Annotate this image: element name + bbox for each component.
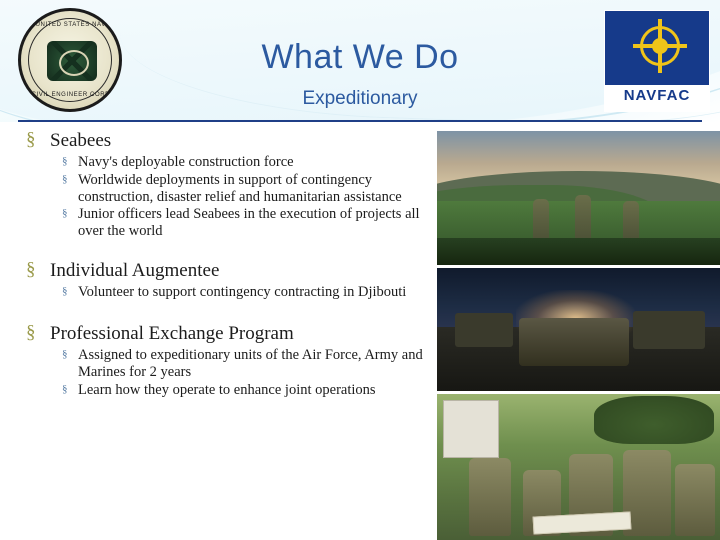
list-item-text: Learn how they operate to enhance joint operations xyxy=(78,381,376,398)
bullet-marker-level2: § xyxy=(62,382,68,395)
photo2-vehicle xyxy=(455,313,513,347)
bullet-marker-level2: § xyxy=(62,285,68,298)
photo3-blueprint xyxy=(533,511,632,534)
bullet-marker-level2: § xyxy=(62,347,68,360)
list-item-text: Navy's deployable construction force xyxy=(78,154,294,170)
photo1-figure xyxy=(575,195,591,241)
list-item-text: Volunteer to support contingency contracting in Djibouti xyxy=(78,284,407,301)
sub-bullet-list xyxy=(18,347,426,398)
group-heading xyxy=(18,130,426,152)
bullet-marker-level1: § xyxy=(26,129,36,150)
photo3-figures xyxy=(437,435,720,540)
photo-seabees-hillside-patrol xyxy=(437,131,720,265)
bullet-marker-level1: § xyxy=(26,259,36,281)
list-item xyxy=(18,154,426,171)
crosshair-center-dot xyxy=(652,38,668,54)
photo2-vehicle xyxy=(633,311,705,349)
navfac-wordmark: NAVFAC xyxy=(623,87,691,104)
photo1-figure xyxy=(623,201,639,241)
page-subtitle: Expeditionary xyxy=(302,88,418,109)
list-item-text: Worldwide deployments in support of contingency construction, disaster relief and humanitarian assistance xyxy=(78,171,402,205)
navfac-crosshair-icon xyxy=(633,19,687,73)
seal-top-text: UNITED STATES NAVY xyxy=(35,22,111,28)
list-item xyxy=(18,382,426,399)
slide-body xyxy=(18,130,426,418)
bullet-marker-level1: § xyxy=(26,321,36,343)
group-heading-label: Individual Augmentee xyxy=(50,260,220,282)
photo-column xyxy=(437,131,720,540)
photo1-foreground xyxy=(437,238,720,265)
bullet-marker-level2: § xyxy=(62,172,68,185)
bullet-marker-level2: § xyxy=(62,155,68,167)
group-heading xyxy=(18,323,426,345)
content-group-professional-exchange xyxy=(18,323,426,398)
list-item xyxy=(18,206,426,240)
seal-emblem xyxy=(47,41,97,81)
navy-seal-icon xyxy=(18,8,122,112)
navfac-logo xyxy=(604,10,710,112)
bullet-marker-level2: § xyxy=(62,207,68,220)
photo3-figure xyxy=(469,458,511,536)
sub-bullet-list xyxy=(18,284,426,301)
group-heading-label: Professional Exchange Program xyxy=(50,322,294,344)
header-divider-rule xyxy=(18,120,702,122)
sub-bullet-list xyxy=(18,154,426,240)
seal-bottom-text: CIVIL ENGINEER CORPS xyxy=(31,92,115,98)
photo3-figure xyxy=(675,464,715,536)
list-item-text: Assigned to expeditionary units of the Air Force, Army and Marines for 2 years xyxy=(78,346,423,380)
content-group-seabees xyxy=(18,130,426,240)
list-item xyxy=(18,172,426,206)
navfac-logo-field xyxy=(605,11,709,85)
photo-seabees-reviewing-plans xyxy=(437,394,720,540)
list-item-text: Junior officers lead Seabees in the execution of projects all over the world xyxy=(78,206,420,240)
photo2-troop-formation xyxy=(519,318,629,366)
group-heading-label: Seabees xyxy=(50,130,112,151)
list-item xyxy=(18,284,426,301)
group-heading xyxy=(18,260,426,282)
content-group-individual-augmentee xyxy=(18,260,426,301)
photo1-figure xyxy=(533,199,549,241)
photo-night-convoy-formation xyxy=(437,268,720,391)
list-item xyxy=(18,347,426,381)
page-title: What We Do xyxy=(261,38,459,76)
